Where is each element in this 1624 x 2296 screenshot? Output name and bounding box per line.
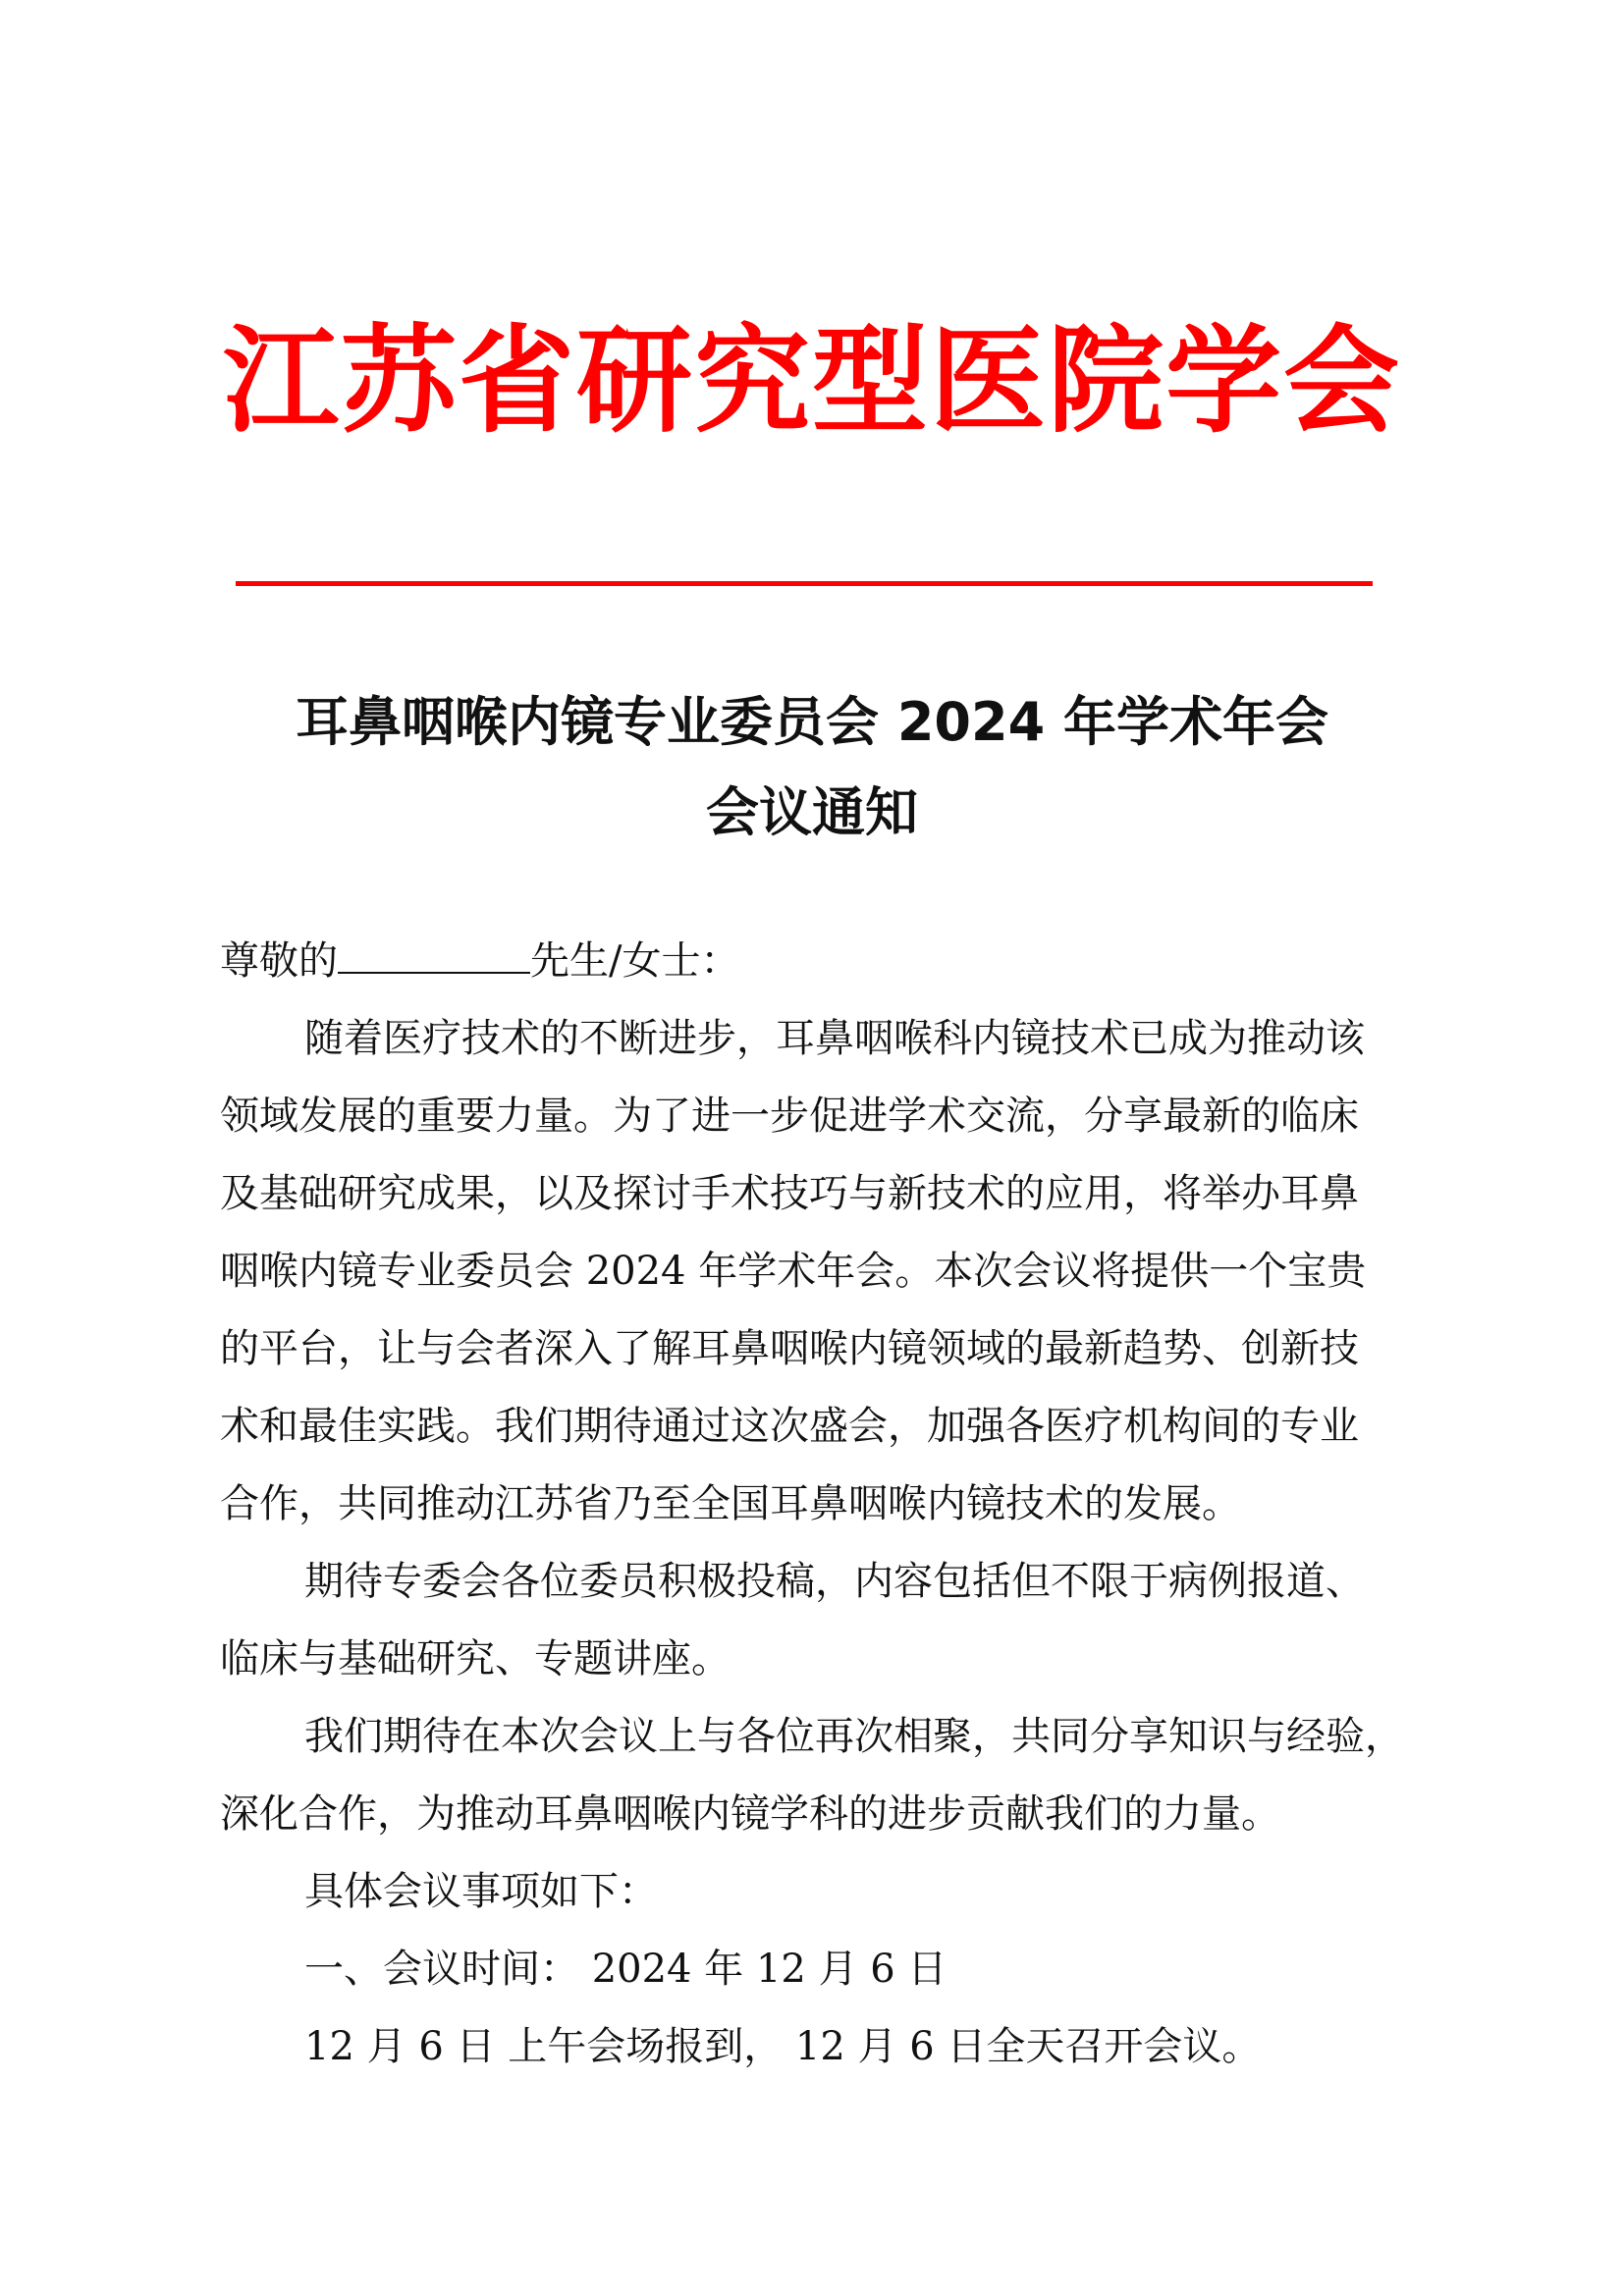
salutation bbox=[220, 923, 1437, 1000]
letterhead-divider bbox=[236, 581, 1373, 586]
name-blank-line bbox=[338, 936, 530, 974]
paragraph-line: 及基础研究成果，以及探讨手术技巧与新技术的应用，将举办耳鼻 bbox=[220, 1171, 1359, 1216]
meeting-time-heading: 一、会议时间： 2024 年 12 月 6 日 bbox=[304, 1947, 947, 1992]
paragraph-line: 期待专委会各位委员积极投稿，内容包括但不限于病例报道、 bbox=[304, 1559, 1365, 1604]
paragraph-line: 合作，共同推动江苏省乃至全国耳鼻咽喉内镜技术的发展。 bbox=[220, 1481, 1241, 1526]
paragraph-line: 咽喉内镜专业委员会 2024 年学术年会。本次会议将提供一个宝贵 bbox=[220, 1249, 1367, 1294]
notice-title-line-1: 耳鼻咽喉内镜专业委员会 2024 年学术年会 bbox=[296, 691, 1328, 753]
salutation-suffix: 先生/女士： bbox=[530, 938, 740, 984]
notice-title-line-2: 会议通知 bbox=[706, 781, 918, 843]
paragraph-line: 的平台，让与会者深入了解耳鼻咽喉内镜领域的最新趋势、创新技 bbox=[220, 1326, 1359, 1371]
paragraph-line: 深化合作，为推动耳鼻咽喉内镜学科的进步贡献我们的力量。 bbox=[220, 1791, 1280, 1837]
paragraph-line: 领域发展的重要力量。为了进一步促进学术交流，分享最新的临床 bbox=[220, 1094, 1359, 1139]
meeting-schedule: 12 月 6 日 上午会场报到， 12 月 6 日全天召开会议。 bbox=[304, 2024, 1262, 2069]
organization-letterhead: 江苏省研究型医院学会 bbox=[222, 312, 1401, 449]
paragraph-line: 术和最佳实践。我们期待通过这次盛会，加强各医疗机构间的专业 bbox=[220, 1404, 1359, 1449]
paragraph-line: 临床与基础研究、专题讲座。 bbox=[220, 1636, 731, 1682]
paragraph-line: 我们期待在本次会议上与各位再次相聚，共同分享知识与经验， bbox=[304, 1714, 1404, 1759]
notice-body bbox=[220, 923, 1437, 2086]
salutation-prefix: 尊敬的 bbox=[220, 938, 338, 984]
paragraph-line: 随着医疗技术的不断进步，耳鼻咽喉科内镜技术已成为推动该 bbox=[304, 1016, 1365, 1061]
paragraph-line: 具体会议事项如下： bbox=[304, 1869, 658, 1914]
